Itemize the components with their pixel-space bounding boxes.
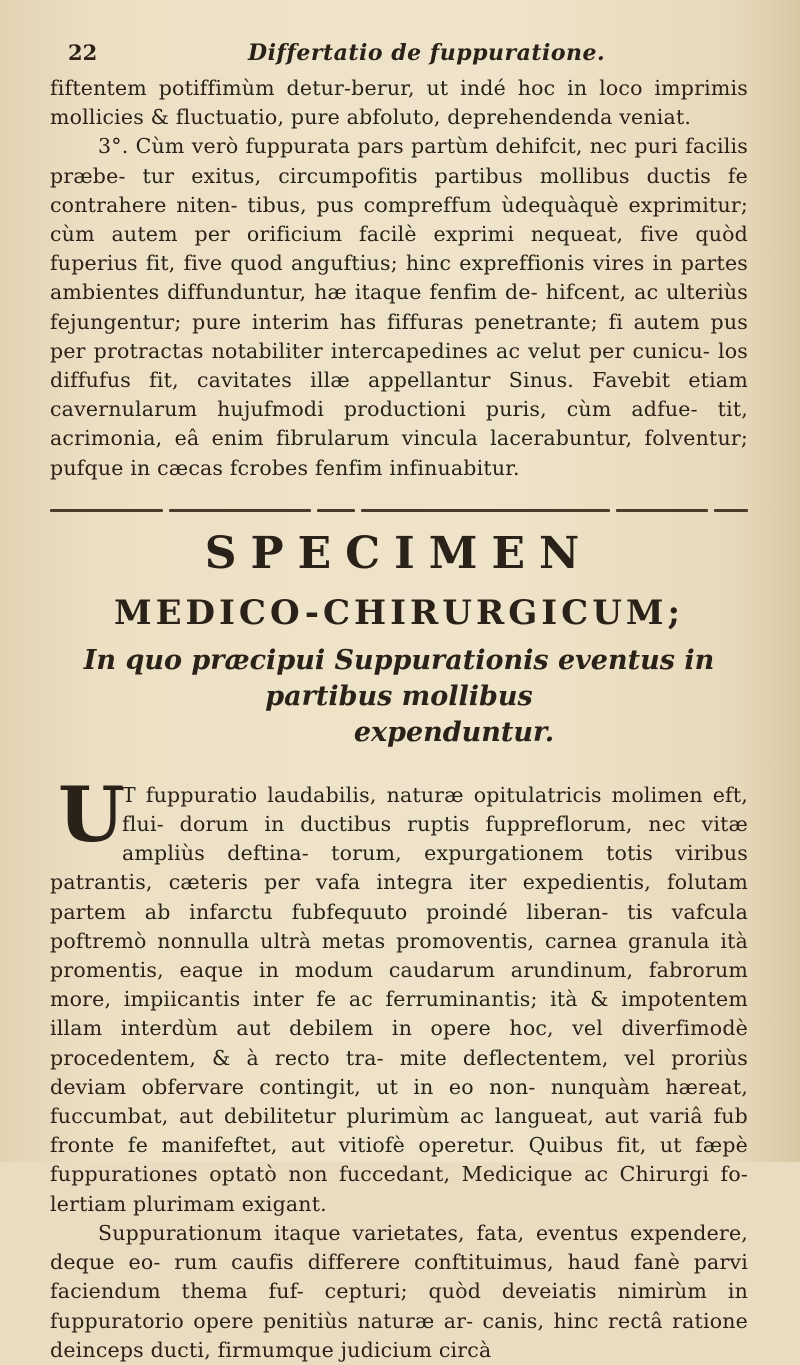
section-title-medico-chirurgicum: MEDICO-CHIRURGICUM; xyxy=(113,592,685,633)
page-number: 22 xyxy=(68,40,98,65)
paragraph-dropcap-text: T fuppuratio laudabilis, naturæ opitulatricis molimen eft, flui- dorum in ductibus ruptis fuppreflorum, nec vitæ ampliùs deftina- torum, expurgationem totis viribus patrantis, cæteris per vafa integra iter expedientis, folutam partem ab infarctu fubfequuto proindé liberan- tis vafcula poftremò nonnulla ultrà metas promoventis, carnea granula ità promentis, eaque in modum caudarum arundinum, fabrorum more, impiicantis inter fe ac ferruminantis; ità & impotentem illam interdùm aut debilem in opere hoc, vel diverfimodè procedentem, & à recto tra- mite deflectentem, vel proriùs deviam obfervare contingit, ut in eo non- nunquàm hæreat, fuccumbat, aut debilitetur plurimùm ac langueat, aut variâ fub fronte fe manifeftet, aut vitiofè operetur. Quibus fit, ut fæpè fuppurationes optatò non fuccedant, Medicique ac Chirurgi fo- lertiam plurimam exigant. xyxy=(50,782,748,1216)
section-subtitle xyxy=(50,643,748,751)
subtitle-line-2: expenduntur. xyxy=(353,716,555,748)
section-title-specimen: SPECIMEN xyxy=(204,527,594,579)
dropcap-letter: U xyxy=(58,769,125,859)
paragraph-point-three: 3°. Cùm verò fuppurata pars partùm dehifcit, nec puri facilis præbe- tur exitus, circumpofitis partibus mollibus ductis fe contrahere niten- tibus, pus compreffum ùdequàquè exprimitur; cùm autem per orificium facilè exprimi nequeat, five quòd fuperius fit, five quod anguftius; hinc expreffionis vires in partes ambientes diffunduntur, hæ itaque fenfim de- hifcent, ac ulteriùs fejungentur; pure interim has fiffuras penetrante; fi autem pus per protractas notabiliter intercapedines ac velut per cunicu- los diffufus fit, cavitates illæ appellantur Sinus. Favebit etiam cavernularum hujufmodi productioni puris, cùm adfue- tit, acrimonia, eâ enim fibrularum vincula lacerabuntur, folventur; pufque in cæcas fcrobes fenfim infinuabitur. xyxy=(50,134,748,480)
ornamental-rule xyxy=(50,509,748,515)
running-title: Differtatio de fuppuratione. xyxy=(248,40,606,66)
running-head xyxy=(50,40,748,74)
paragraph-suppurationum: Suppurationum itaque varietates, fata, eventus expendere, deque eo- rum caufis differere conftituimus, haud fanè parvi faciendum thema fuf- cepturi; quòd deveiatis nimirùm in fuppuratorio opere penitiùs naturæ ar- canis, hinc rectâ ratione deinceps ducti, firmumque judicium circà xyxy=(50,1220,748,1362)
body-text xyxy=(50,769,748,1365)
subtitle-line-1: In quo præcipui Suppurationis eventus in partibus mollibus xyxy=(83,644,715,712)
paragraph-continuation: fiftentem potiffimùm detur-berur, ut indé hoc in loco imprimis mollicies & fluctuatio, pure abfoluto, deprehendenda veniat. xyxy=(50,76,748,130)
paragraph-dropcap xyxy=(50,769,748,1219)
